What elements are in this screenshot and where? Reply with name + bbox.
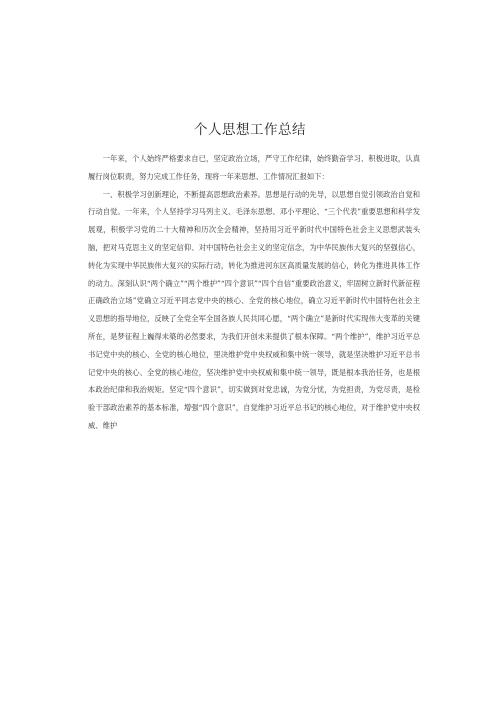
- document-title: 个人思想工作总结: [194, 122, 306, 138]
- paragraph-section-one: 一、积极学习创新理论，不断提高思想政治素养。思想是行动的先导，以思想自觉引领政治自觉和行动自觉。一年来，个人坚持学习马列主义、毛泽东思想、邓小平理论、“三个代表”重要思想和科学发展观，积极学习党的二十大精神和历次全会精神，坚持用习近平新时代中国特色社会主义思想武装头脑，把对马克思主义的坚定信仰、对中国特色社会主义的坚定信念，为中华民族伟大复兴的坚强信心，转化为实现中华民族伟大复兴的实际行动，转化为推进河东区高质量发展的信心，转化为推进具体工作的动力。深刻认识“两个确立”“两个维护”“四个意识”“四个自信”重要政治意义，牢固树立新时代新征程正确政治立场”党确立习近平同志党中央的核心、全党的核心地位，确立习近平新时代中国特色社会主义思想的指导地位，反映了全党全军全国各族人民共同心愿，“两个确立”是新时代实现伟大变革的关键所在，是梦征程上巍得未築的必然要求，为我们开创未来提供了根本保障。“两个维护”，维护习近平总书记党中央的核心、全党的核心地位，里决维护党中央权威和集中统一领导，就是坚决维护习近平总书记党中央的核心、全党的核心地位，坚决维护党中央权威和集中统一领导，既是根本我治任务，也是根本政治纪律和我治规矩。坚定“四个意识”，切实做到对党忠诚，为党分忧，为党担责，为党尽责，是检验干部政治素养的基本标准，增强“四个意识”，自觉维护习近平总书记的核心地位，对于维护党中央权威、维护: [88, 189, 420, 430]
- document-body: [88, 150, 420, 435]
- paragraph-intro: 一年来，个人始终严格要求自已，坚定政治立场，严守工作纪律，始终勤奋学习、积极进取，认真履行岗位职责，努力完成工作任务，现将一年来思想、工作情况汇报如下：: [88, 154, 420, 181]
